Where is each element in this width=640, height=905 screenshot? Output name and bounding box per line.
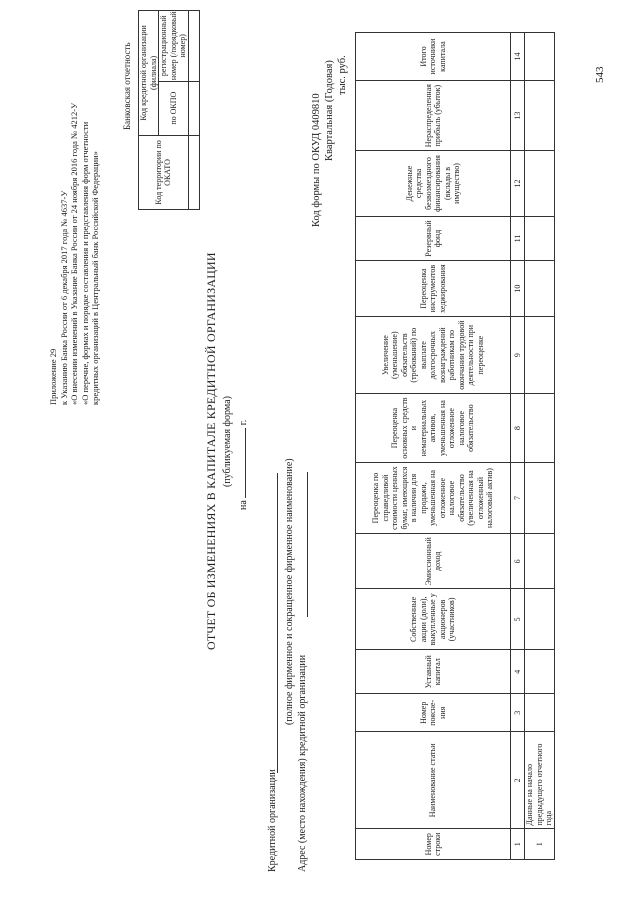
table-cell[interactable] [525, 151, 555, 217]
table-cell[interactable] [525, 261, 555, 317]
col-header-12: Денежные средства безвозмездного финансирования (вклады в имущество) [356, 151, 511, 217]
col-header-2: Наименование статьи [356, 732, 511, 829]
page-number: 543 [594, 66, 606, 83]
table-cell[interactable] [525, 650, 555, 694]
row-number: 1 [525, 829, 555, 860]
col-number: 2 [511, 732, 525, 829]
bank-reporting-label: Банковская отчетность [122, 42, 132, 130]
address-label: Адрес (место нахождения) кредитной организации [297, 654, 308, 872]
report-subtitle: (публикуемая форма) [222, 396, 233, 487]
capital-changes-table [355, 32, 555, 860]
report-date-suffix: г. [238, 419, 249, 426]
credit-org-caption: (полное фирменное и сокращенное фирменное наименование) [284, 458, 295, 725]
report-date [238, 420, 249, 510]
form-code: Код формы по ОКУД 0409810 [311, 93, 322, 227]
okpo-cell [188, 81, 199, 135]
okpo-header: по ОКПО [159, 81, 189, 135]
address-blank[interactable] [307, 472, 308, 617]
col-header-8: Переоценка основных средств и нематериальных активов, уменьшенная на отложенное налоговое обязательство [356, 394, 511, 462]
report-title: ОТЧЕТ ОБ ИЗМЕНЕНИЯХ В КАПИТАЛЕ КРЕДИТНОЙ ОРГАНИЗАЦИИ [204, 252, 218, 650]
col-header-4: Уставный капитал [356, 650, 511, 694]
col-header-11: Резервный фонд [356, 216, 511, 261]
col-header-7: Переоценка по справедливой стоимости ценных бумаг, имеющихся в наличии для продажи, уменьшенная на отложенное налоговое обязательство (увеличенная на отложенный налоговый актив) [356, 462, 511, 533]
periodicity: Квартальная (Годовая) [324, 60, 335, 161]
col-number: 8 [511, 394, 525, 462]
territory-code-cell [188, 135, 199, 209]
col-number: 13 [511, 81, 525, 151]
col-number: 14 [511, 33, 525, 81]
col-number: 12 [511, 151, 525, 217]
col-number: 5 [511, 589, 525, 650]
appendix-line: «О внесении изменений в Указание Банка России от 24 ноября 2016 года № 4212-У [69, 102, 79, 405]
table-cell[interactable] [525, 694, 555, 732]
col-header-14: Итого источники капитала [356, 33, 511, 81]
col-number: 7 [511, 462, 525, 533]
col-header-5: Собственные акции (доли), выкупленные у акционеров (участников) [356, 589, 511, 650]
col-header-6: Эмиссионный доход [356, 534, 511, 589]
col-header-13: Нераспределенная прибыль (убыток) [356, 81, 511, 151]
col-header-9: Увеличение (уменьшение) обязательств (требований) по выплате долгосрочных вознаграждений работникам по окончании трудовой деятельности при переоценке [356, 316, 511, 393]
col-header-3: Номер поясне- ния [356, 694, 511, 732]
appendix-line: «О перечне, формах и порядке составления и представления форм отчетности [79, 121, 90, 405]
units: тыс. руб. [337, 55, 348, 95]
col-number: 3 [511, 694, 525, 732]
table-cell[interactable] [525, 33, 555, 81]
table-cell[interactable] [525, 462, 555, 533]
row-name: Данные на начало предыдущего отчетного года [525, 732, 555, 829]
appendix-line: кредитных организаций в Центральный банк Российской Федерации» [90, 151, 100, 405]
code-table [138, 10, 200, 210]
appendix-block [48, 103, 101, 405]
table-cell[interactable] [525, 216, 555, 261]
table-cell[interactable] [525, 81, 555, 151]
territory-code-header: Код территории по ОКАТО [139, 135, 189, 209]
table-cell[interactable] [525, 534, 555, 589]
col-header-1: Номер строки [356, 829, 511, 860]
col-number: 4 [511, 650, 525, 694]
col-number: 9 [511, 316, 525, 393]
col-number: 6 [511, 534, 525, 589]
report-date-prefix: на [238, 500, 249, 510]
table-cell[interactable] [525, 394, 555, 462]
col-number: 11 [511, 216, 525, 261]
reg-number-header: регистрационный номер (/порядковый номер) [159, 11, 187, 81]
credit-org-blank[interactable] [277, 473, 278, 773]
col-number: 1 [511, 829, 525, 860]
credit-org-label: Кредитной организации [267, 769, 278, 872]
appendix-line: к Указанию Банка России от 6 декабря 2017 года № 4637-У [58, 190, 69, 405]
report-date-blank[interactable] [245, 428, 246, 498]
table-cell[interactable] [525, 316, 555, 393]
appendix-line: Приложение 29 [48, 348, 58, 405]
col-header-10: Переоценка инструментов хеджирования [356, 261, 511, 317]
credit-org-code-header: Код кредитной организации (филиала) [139, 11, 159, 136]
reg-number-cell [188, 11, 199, 82]
col-number: 10 [511, 261, 525, 317]
table-cell[interactable] [525, 589, 555, 650]
